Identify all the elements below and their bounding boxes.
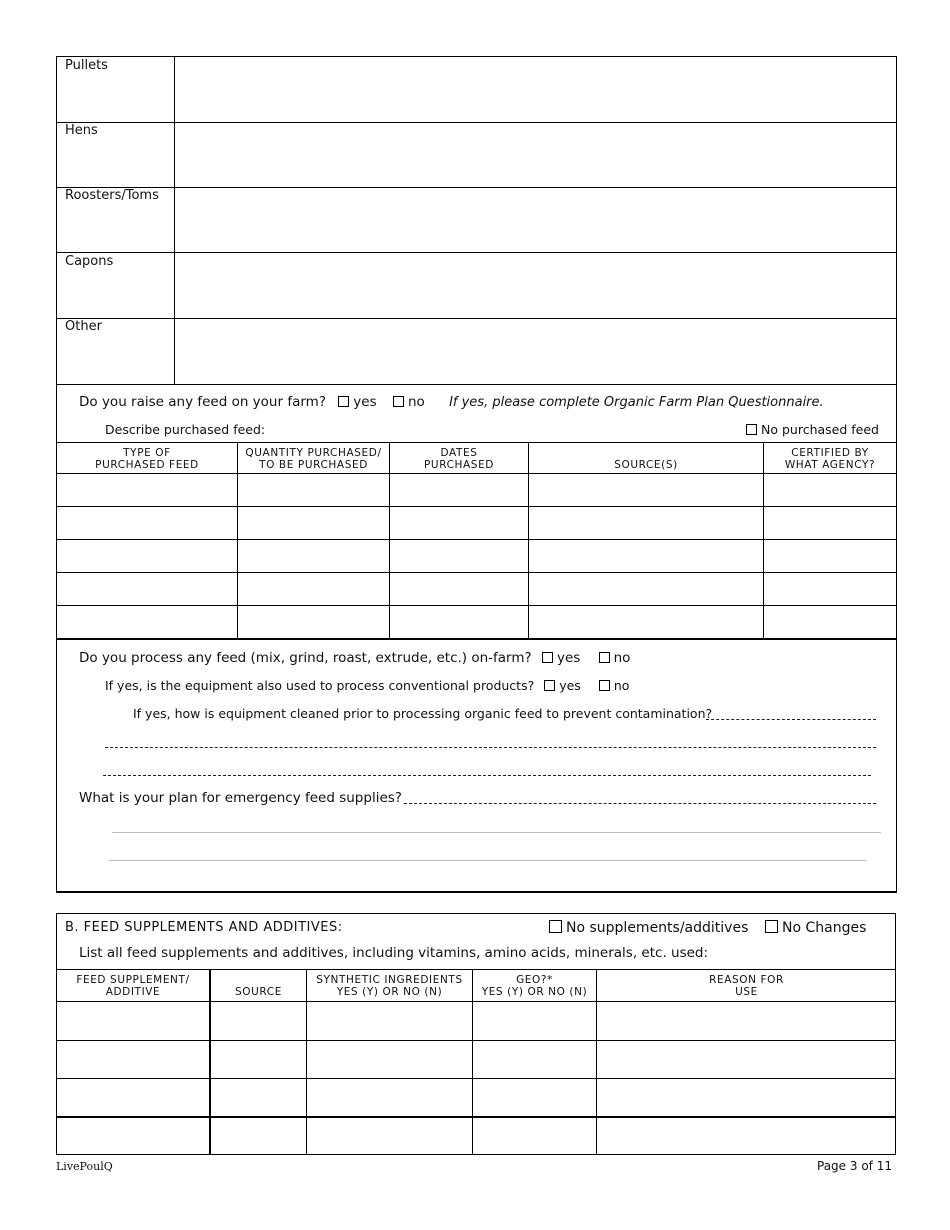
header-type-of-purchased-feed (57, 447, 237, 471)
header-quantity-purchased (238, 447, 389, 471)
header-line: YES (Y) OR NO (N) (481, 986, 588, 998)
no-purchased-feed-option (746, 422, 879, 437)
header-synthetic-ingredients (307, 974, 472, 998)
process-feed-yes-checkbox[interactable] (542, 652, 553, 663)
header-line: QUANTITY PURCHASED/ (245, 447, 382, 459)
cleaning-answer-line[interactable] (706, 719, 876, 720)
no-changes-checkbox[interactable] (765, 920, 778, 933)
pullets-input[interactable] (176, 58, 895, 120)
header-line: SYNTHETIC INGREDIENTS (316, 974, 463, 986)
row-divider (56, 187, 897, 188)
header-source (211, 974, 306, 998)
header-line: CERTIFIED BY (791, 447, 869, 459)
header-line: GEO?* (516, 974, 553, 986)
header-dates-purchased (390, 447, 528, 471)
header-line: PURCHASED (424, 459, 494, 471)
purchased-col-divider (528, 442, 529, 639)
row-label-capons: Capons (65, 254, 114, 269)
no-supplements-option (549, 920, 748, 936)
header-line (529, 447, 763, 459)
header-line: SOURCE (235, 986, 282, 998)
purchased-row-divider (56, 506, 897, 507)
equipment-yes-label: yes (559, 678, 581, 693)
cleaning-question: If yes, how is equipment cleaned prior to processing organic feed to prevent contamination? (133, 706, 713, 721)
process-feed-question: Do you process any feed (mix, grind, roast, extrude, etc.) on-farm? (79, 650, 532, 666)
no-supplements-label: No supplements/additives (566, 920, 749, 936)
emergency-answer-line[interactable] (112, 832, 881, 833)
purchased-table-bottom (56, 638, 897, 640)
supplements-row-divider (56, 1078, 896, 1079)
equipment-question-row (105, 678, 629, 693)
process-feed-no-checkbox[interactable] (599, 652, 610, 663)
header-line: WHAT AGENCY? (784, 459, 876, 471)
no-supplements-checkbox[interactable] (549, 920, 562, 933)
capons-input[interactable] (176, 254, 895, 316)
section-b-instruction: List all feed supplements and additives, including vitamins, amino acids, minerals, etc. used: (79, 945, 709, 961)
equipment-no-label: no (613, 678, 630, 693)
cleaning-answer-line[interactable] (105, 747, 876, 748)
header-line: FEED SUPPLEMENT/ (76, 974, 190, 986)
header-line: YES (Y) OR NO (N) (336, 986, 443, 998)
purchased-table-top (56, 442, 897, 443)
row-divider (56, 318, 897, 319)
form-id: LivePoulQ (56, 1160, 113, 1173)
supplements-header-bottom (56, 1001, 896, 1002)
supplements-table-top (56, 969, 896, 970)
header-certified-by (764, 447, 896, 471)
row-label-roosters-toms: Roosters/Toms (65, 188, 159, 203)
feed-section-bottom-border (56, 891, 897, 893)
roosters-toms-input[interactable] (176, 189, 895, 251)
page-number: Page 3 of 11 (817, 1159, 892, 1173)
hens-input[interactable] (176, 124, 895, 186)
emergency-feed-question: What is your plan for emergency feed supplies? (79, 790, 402, 806)
purchased-col-divider (237, 442, 238, 639)
animal-table-divider (174, 56, 175, 384)
header-geo (473, 974, 596, 998)
purchased-row-divider (56, 539, 897, 540)
raise-feed-yes-label: yes (353, 394, 377, 410)
raise-feed-question: Do you raise any feed on your farm? (79, 394, 326, 410)
no-changes-option (765, 920, 866, 936)
supplements-row-divider (56, 1040, 896, 1041)
header-line: USE (735, 986, 758, 998)
header-feed-supplement (57, 974, 209, 998)
header-sources (529, 447, 763, 471)
process-feed-yes-label: yes (556, 650, 581, 666)
supplements-row-divider (56, 1116, 896, 1118)
process-feed-no-label: no (613, 650, 631, 666)
purchased-col-divider (763, 442, 764, 639)
header-line (211, 974, 306, 986)
header-reason-for-use (597, 974, 896, 998)
raise-feed-question-row (79, 394, 824, 410)
describe-purchased-feed-label: Describe purchased feed: (105, 422, 266, 437)
raise-feed-note: If yes, please complete Organic Farm Plan Questionnaire. (449, 395, 824, 410)
no-purchased-feed-label: No purchased feed (761, 422, 879, 437)
raise-feed-yes-checkbox[interactable] (338, 396, 349, 407)
equipment-no-checkbox[interactable] (599, 680, 610, 691)
equipment-question: If yes, is the equipment also used to process conventional products? (105, 678, 535, 693)
purchased-col-divider (389, 442, 390, 639)
process-feed-question-row (79, 650, 630, 666)
row-divider (56, 252, 897, 253)
header-line: SOURCE(S) (614, 459, 678, 471)
header-line: TO BE PURCHASED (259, 459, 368, 471)
header-line: REASON FOR (709, 974, 784, 986)
raise-feed-no-label: no (407, 394, 425, 410)
no-purchased-feed-checkbox[interactable] (746, 424, 757, 435)
row-label-pullets: Pullets (65, 58, 108, 73)
purchased-row-divider (56, 605, 897, 606)
header-line: DATES (440, 447, 478, 459)
purchased-row-divider (56, 572, 897, 573)
emergency-answer-line[interactable] (109, 860, 866, 861)
header-line: ADDITIVE (105, 986, 161, 998)
purchased-table-header-bottom (56, 473, 897, 474)
header-line: TYPE OF (123, 447, 171, 459)
equipment-yes-checkbox[interactable] (544, 680, 555, 691)
raise-feed-no-checkbox[interactable] (393, 396, 404, 407)
cleaning-answer-line[interactable] (103, 775, 871, 776)
header-line: PURCHASED FEED (95, 459, 199, 471)
other-input[interactable] (176, 320, 895, 382)
emergency-answer-line[interactable] (404, 803, 876, 804)
row-label-other: Other (65, 319, 102, 334)
section-b-title: B. FEED SUPPLEMENTS AND ADDITIVES: (65, 920, 343, 935)
no-changes-label: No Changes (782, 920, 867, 936)
row-divider (56, 122, 897, 123)
row-label-hens: Hens (65, 123, 98, 138)
